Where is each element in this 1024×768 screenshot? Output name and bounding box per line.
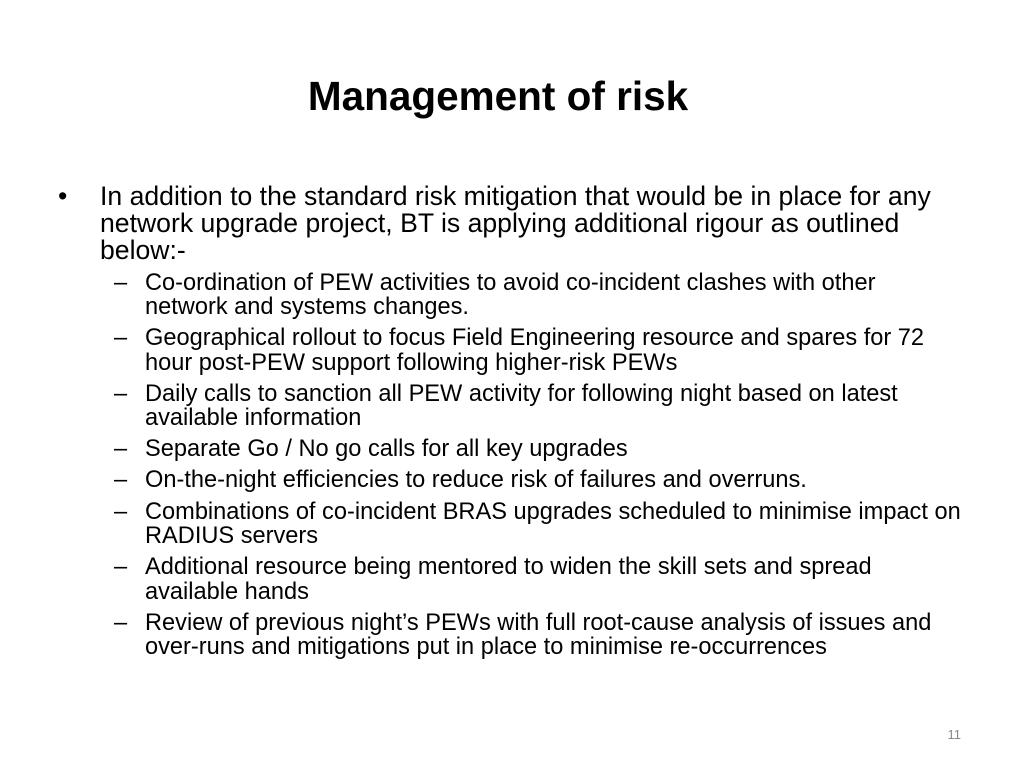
dash-marker: –	[114, 269, 128, 296]
sub-bullet	[0, 611, 1024, 660]
sub-bullet	[0, 382, 1024, 431]
dash-marker: –	[114, 380, 128, 407]
dash-marker: –	[114, 609, 128, 636]
text-line: In addition to the standard risk mitigation that would be in place for any	[100, 181, 931, 211]
sub-bullet-text	[145, 437, 1024, 462]
sub-bullet-text	[145, 500, 1024, 549]
text-line: available information	[145, 405, 362, 432]
text-line: hour post-PEW support following higher-risk PEWs	[145, 349, 678, 376]
sub-bullet	[0, 500, 1024, 549]
sub-bullet-text	[145, 611, 1024, 660]
text-line: over-runs and mitigations put in place to minimise re-occurrences	[145, 634, 827, 661]
sub-bullet	[0, 326, 1024, 375]
text-line: On-the-night efficiencies to reduce risk of failures and overruns.	[145, 467, 807, 494]
text-line: RADIUS servers	[145, 523, 319, 550]
sub-bullet-text	[145, 555, 1024, 604]
text-line: Additional resource being mentored to widen the skill sets and spread	[145, 554, 872, 581]
dash-marker: –	[114, 436, 128, 463]
text-line: network upgrade project, BT is applying additional rigour as outlined	[100, 208, 900, 238]
sub-bullet-text	[145, 382, 1024, 431]
main-bullet-text	[100, 183, 1024, 264]
slide-title: Management of risk	[307, 73, 689, 119]
dash-marker: –	[114, 554, 128, 581]
sub-bullet-text	[145, 468, 1024, 493]
sub-bullet	[0, 271, 1024, 320]
text-line: Daily calls to sanction all PEW activity for following night based on latest	[145, 380, 898, 407]
sub-bullet-text	[145, 271, 1024, 320]
sub-bullet	[0, 468, 1024, 493]
dash-marker: –	[114, 498, 128, 525]
text-line: Combinations of co-incident BRAS upgrades scheduled to minimise impact on	[145, 498, 961, 525]
sub-bullet-text	[145, 326, 1024, 375]
dash-marker: –	[114, 467, 128, 494]
dash-marker: –	[114, 325, 128, 352]
text-line: network and systems changes.	[145, 294, 469, 321]
bullet-marker: •	[58, 181, 68, 211]
text-line: available hands	[145, 578, 309, 605]
slide-body	[0, 183, 1024, 660]
text-line: Geographical rollout to focus Field Engineering resource and spares for 72	[145, 325, 925, 352]
sub-bullet	[0, 437, 1024, 462]
text-line: Review of previous night’s PEWs with full root-cause analysis of issues and	[145, 609, 932, 636]
sub-bullet	[0, 555, 1024, 604]
text-line: Separate Go / No go calls for all key upgrades	[145, 436, 628, 463]
text-line: below:-	[100, 235, 186, 265]
main-bullet	[0, 183, 1024, 264]
text-line: Co-ordination of PEW activities to avoid co-incident clashes with other	[145, 269, 876, 296]
page-number: 11	[947, 727, 961, 742]
